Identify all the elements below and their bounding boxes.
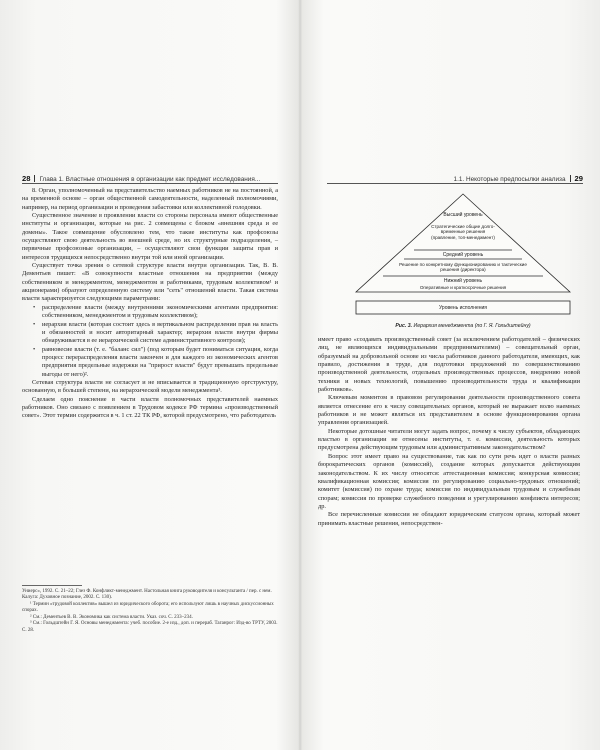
header-divider bbox=[34, 175, 35, 182]
footnote: Униерс», 1992. С. 21–22; Глез Ф. Конфликт-менеджмент. Настольная книга руководителя и консультанта / пер. с нем. Калуга: Духовное познание, 2002. С. 130). bbox=[22, 588, 272, 601]
header-rule bbox=[327, 183, 583, 184]
paragraph: Все перечисленные комиссии не обладают юридическим статусом органа, который может принимать властные решения, непосредствен- bbox=[318, 511, 580, 527]
paragraph: Сетевая структура власти не согласует и не вписывается в традиционную оргструктуру, основанную, в большей степени, на иерархической модели менеджмента³. bbox=[22, 378, 278, 395]
paragraph: Вопрос этот имеет право на существование, так как по сути речь идет о власти разных бюрократических органов (комиссий), создание которых допускается действующим законодательством. К их числу относятся: аттестационная комиссия; конкурсная комиссия; квалификационная комиссия; комиссия по регулированию социально-трудовых отношений; комитет (комиссия) по охране труда; комиссия по индивидуальным трудовым и служебным спорам; комиссия по проверке служебного поведения и урегулированию конфликта интересов; др. bbox=[318, 452, 580, 510]
footnote-rule bbox=[22, 585, 82, 586]
paragraph: Существенное значение в проявлении власти со стороны персонала имеют общественные институты и организации, которые на рис. 2 совмещены с блоком «внешняя среда и ее домены». Такое совмещение обусловлено тем, что такие институты как профсоюзы осуществляют свою деятельность во внешней среде, но их структурные подразделения, – первичные профсоюзные организации, – осуществляют свои функции защиты прав и интересов трудящихся непосредственно внутри той или иной организации. bbox=[22, 212, 278, 261]
footnote: ³ См.: Гольдштейн Г. Я. Основы менеджмента: учеб. пособие. 2-е изд., доп. и перераб. Таганрог: Изд-во ТРТУ, 2003. С. 28. bbox=[22, 621, 278, 633]
page-number-left: 28 bbox=[22, 174, 31, 183]
base-level-text: Уровень исполнения bbox=[438, 305, 488, 311]
right-page bbox=[300, 0, 600, 750]
left-body-text bbox=[22, 187, 278, 421]
running-title-right: 1.1. Некоторые предпосылки анализа bbox=[453, 176, 566, 183]
figure-caption bbox=[344, 323, 582, 329]
top-level-text: Стратегические общие долго-временные решения (правление, топ-менеджмент) bbox=[431, 224, 495, 240]
header-divider bbox=[570, 175, 571, 182]
management-hierarchy-figure bbox=[344, 190, 582, 330]
lower-level-title: Нижний уровень bbox=[443, 278, 483, 284]
paragraph: 8. Орган, уполномоченный на представительство наемных работников не на постоянной, а на временной основе – орган общественной самодеятельности, наделенный полномочиями, например, на период организации и проведения забастовки или коллективной голодовки. bbox=[22, 187, 278, 211]
middle-level-text: Решение по конкретному функционированию и тактические решения (директора) bbox=[399, 262, 527, 273]
top-level-title: Высший уровень bbox=[443, 212, 483, 218]
running-head-right bbox=[454, 174, 583, 183]
footnotes bbox=[22, 585, 278, 634]
list-item: • равновесие власти (т. е. "баланс сил") (под которым будет пониматься ситуация, когда процесс перераспределения власти закончен и для каждого из экономических агентов предприятия предельные издержки на "прирост власти" будут превышать предельные выгоды от него)². bbox=[36, 346, 278, 379]
page-number-right: 29 bbox=[574, 174, 583, 183]
running-title-left: Глава 1. Властные отношения в организации как предмет исследования... bbox=[39, 176, 261, 183]
lower-level-text: Оперативные и краткосрочные решения bbox=[419, 285, 507, 290]
bullet-list bbox=[22, 304, 278, 379]
footnote: ¹ Термин «трудовой коллектив» вышел из юридического оборота; его используют лишь в научных дискуссионных спорах. bbox=[22, 601, 274, 614]
list-item: • иерархия власти (которая состоит здесь в вертикальном распределении прав на власть и обязанностей и носит авторитарный характер; иерархия власти внутри фирмы обнаруживается в ее иерархической системе административного контроля); bbox=[36, 321, 278, 346]
paragraph: Ключевым моментом в правовом регулировании деятельности производственного совета является отнесение его к числу совещательных органов, который не выражает волю наемных работников и не может являться их представителем в основе функционирования органа управления организацией. bbox=[318, 394, 580, 427]
right-body-text bbox=[318, 336, 580, 528]
caption-text: Иерархия менеджмента (по Г. Я. Гольдштейну) bbox=[413, 323, 531, 329]
list-item: • распределение власти (между внутренними экономическими агентами предприятия: собственником, менеджментом и трудовым коллективом); bbox=[36, 304, 278, 321]
header-rule bbox=[22, 183, 278, 184]
running-head-left bbox=[22, 174, 260, 183]
paragraph: имеет право «создавать производственный совет (за исключением работодателей – физических лиц, не являющихся индивидуальными предпринимателями) – совещательный орган, образуемый на добровольной основе из числа работников данного работодателя, имеющих, как правило, достижения в труде, для подготовки предложений по совершенствованию производственной деятельности, отдельных производственных процессов, внедрению новой техники и новых технологий, повышению производительности труда и квалификации работников». bbox=[318, 336, 580, 394]
middle-level-title: Средний уровень bbox=[442, 252, 484, 258]
footnote: ² См.: Дементьев В. В. Экономика как система власти. Указ. соч. С. 233–234. bbox=[30, 614, 193, 620]
paragraph: Некоторые дотошные читатели могут задать вопрос, почему к числу субъектов, обладающих властью в организации не отнесены институты, т. е. комиссии, деятельность которых предусмотрена действующим трудовым или административным законодательством? bbox=[318, 427, 580, 452]
paragraph: Существует точка зрения о сетевой структуре власти внутри организации. Так, В. В. Дементьев пишет: «В совокупности властные отношения на предприятии (между собственником и менеджментом, менеджментом и работниками, трудовым коллективом¹ и акционерами) образуют определенную систему или "сеть" отношений власти. Такая система власти характеризуется следующими параметрами: bbox=[22, 262, 278, 303]
caption-label: Рис. 3. bbox=[395, 323, 413, 329]
paragraph: Сделаем одно пояснение в части власти полномочных представителей наемных работников. Оно связано с появлением в Трудовом кодексе РФ термина «производственный совет». Этот термин содержится в ч. 1 ст. 22 ТК РФ, которой предусмотрено, что работодатель bbox=[22, 395, 278, 420]
